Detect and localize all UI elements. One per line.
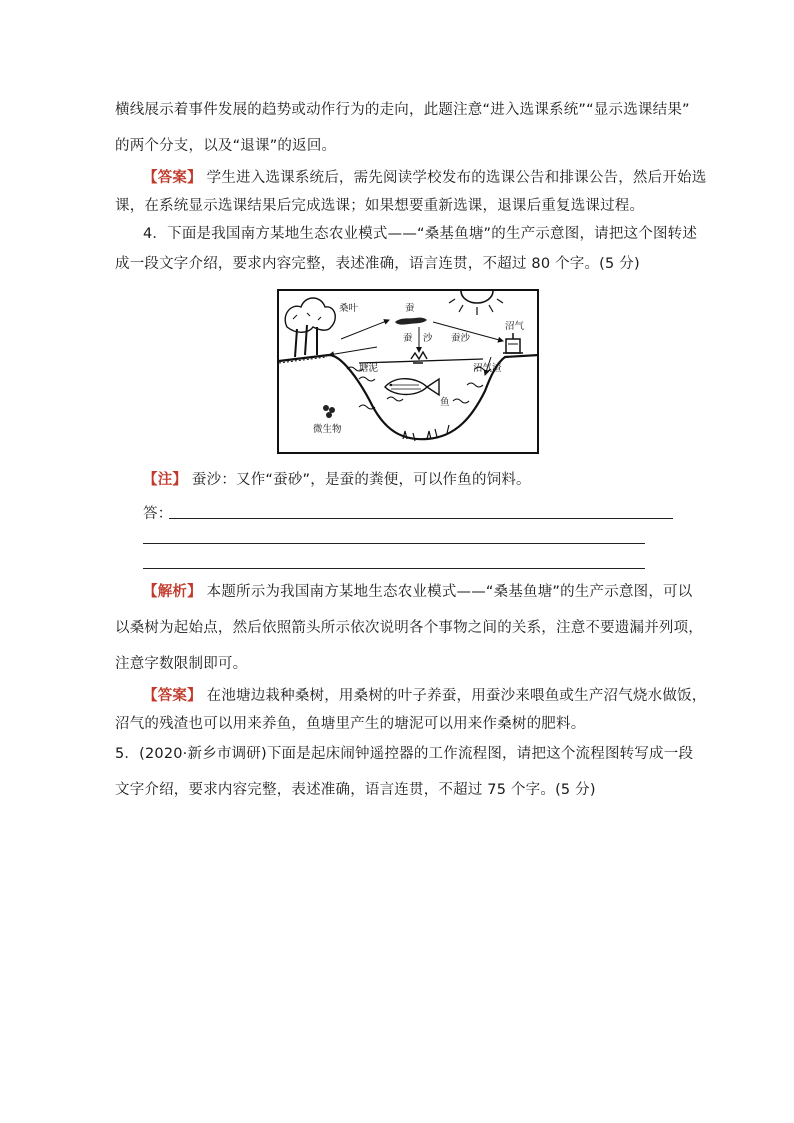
label-sand-left: 蚕 — [403, 333, 413, 344]
answer-text: 学生进入选课系统后，需先阅读学校发布的选课公告和排课公告，然后开始选 — [206, 170, 707, 186]
analysis-line: 注意字数限制即可。 — [115, 656, 248, 672]
question-5-line: 5．(2020·新乡市调研)下面是起床闹钟遥控器的工作流程图，请把这个流程图转写成一段 — [115, 746, 694, 762]
answer-tag: 【答案】 — [143, 170, 202, 186]
question-5-line: 文字介绍，要求内容完整，表述准确，语言连贯，不超过 75 个字。(5 分) — [115, 782, 596, 798]
answer-blank-line[interactable] — [169, 518, 673, 519]
analysis-line — [143, 582, 692, 602]
paragraph-line: 的两个分支，以及“退课”的返回。 — [115, 138, 337, 154]
answer-line — [143, 686, 706, 706]
label-biogas: 沼气 — [505, 321, 525, 332]
answer-text: 在池塘边栽种桑树，用桑树的叶子养蚕，用蚕沙来喂鱼或生产沼气烧水做饭， — [206, 688, 707, 704]
answer-tag: 【答案】 — [143, 688, 202, 704]
label-biogas-residue: 沼气渣 — [473, 363, 502, 374]
question-4-line: 4．下面是我国南方某地生态农业模式——“桑基鱼塘”的生产示意图，请把这个图转述 — [143, 226, 698, 242]
label-pond-mud: 塘泥 — [359, 363, 379, 374]
note-line — [143, 470, 531, 490]
paragraph-line: 横线展示着事件发展的趋势或动作行为的走向，此题注意“进入选课系统”“显示选课结果” — [115, 102, 690, 118]
analysis-line: 以桑树为起始点，然后依照箭头所示依次说明各个事物之间的关系，注意不要遗漏并列项， — [115, 620, 703, 636]
answer-blank-line[interactable] — [143, 568, 645, 569]
label-silkworm: 蚕 — [405, 303, 415, 314]
note-text: 蚕沙：又作“蚕砂”，是蚕的粪便，可以作鱼的饲料。 — [191, 472, 531, 488]
label-mulberry-leaf: 桑叶 — [339, 303, 359, 314]
label-silkworm-sand: 蚕沙 — [451, 333, 471, 344]
label-fish: 鱼 — [440, 397, 450, 408]
question-4-line: 成一段文字介绍，要求内容完整，表述准确，语言连贯，不超过 80 个字。(5 分) — [115, 256, 640, 272]
label-sand-right: 沙 — [423, 333, 433, 344]
analysis-tag: 【解析】 — [143, 584, 202, 600]
answer-line: 课，在系统显示选课结果后完成选课；如果想要重新选课，退课后重复选课过程。 — [115, 198, 645, 214]
label-microbes: 微生物 — [313, 424, 342, 435]
note-tag: 【注】 — [143, 472, 188, 488]
answer-blank-line[interactable] — [143, 543, 645, 544]
mulberry-fish-pond-diagram — [277, 289, 539, 454]
answer-prompt: 答： — [143, 506, 173, 522]
answer-line: 沼气的残渣也可以用来养鱼，鱼塘里产生的塘泥可以用来作桑树的肥料。 — [115, 716, 586, 732]
analysis-text: 本题所示为我国南方某地生态农业模式——“桑基鱼塘”的生产示意图，可以 — [206, 584, 693, 600]
answer-line — [143, 168, 706, 188]
